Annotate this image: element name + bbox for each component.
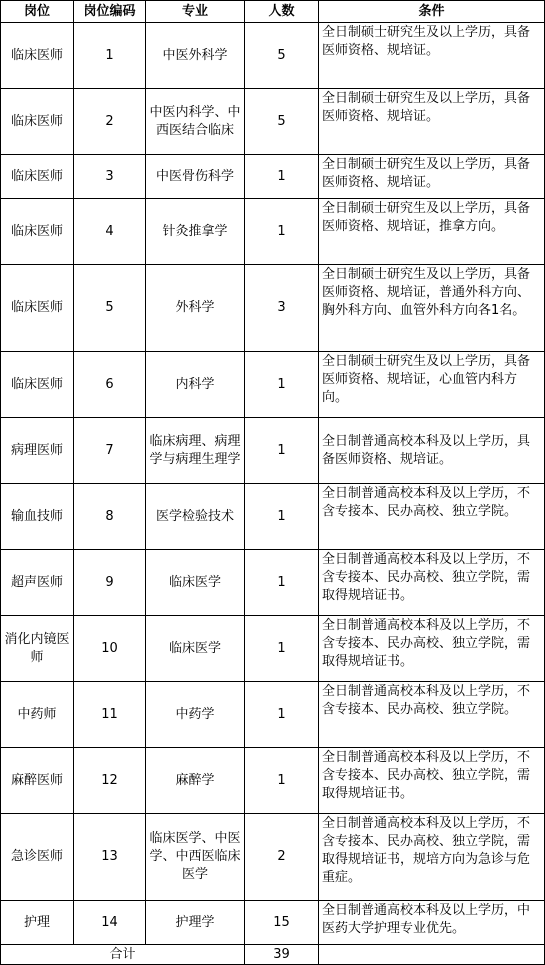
conditions-cell: 全日制硕士研究生及以上学历，具备医师资格、规培证，推拿方向。 <box>319 199 545 265</box>
major-cell: 临床医学 <box>146 550 245 616</box>
table-row <box>1 616 545 682</box>
code-cell: 4 <box>74 199 146 265</box>
position-cell: 中药师 <box>1 682 74 748</box>
count-cell: 5 <box>245 23 319 89</box>
table-row <box>1 814 545 901</box>
total-conditions-empty <box>319 945 545 965</box>
major-cell: 外科学 <box>146 265 245 352</box>
conditions-cell: 全日制普通高校本科及以上学历，不含专接本、民办高校、独立学院。 <box>319 682 545 748</box>
major-cell: 中医外科学 <box>146 23 245 89</box>
position-cell: 病理医师 <box>1 418 74 484</box>
code-cell: 10 <box>74 616 146 682</box>
table-row <box>1 748 545 814</box>
position-cell: 麻醉医师 <box>1 748 74 814</box>
code-cell: 1 <box>74 23 146 89</box>
total-label: 合计 <box>1 945 245 965</box>
total-count: 39 <box>245 945 319 965</box>
code-cell: 12 <box>74 748 146 814</box>
code-cell: 7 <box>74 418 146 484</box>
count-cell: 1 <box>245 199 319 265</box>
code-cell: 14 <box>74 901 146 945</box>
position-cell: 消化内镜医师 <box>1 616 74 682</box>
table-row <box>1 682 545 748</box>
conditions-cell: 全日制硕士研究生及以上学历，具备医师资格、规培证。 <box>319 155 545 199</box>
major-cell: 临床医学、中医学、中西医临床医学 <box>146 814 245 901</box>
count-cell: 5 <box>245 89 319 155</box>
table-row <box>1 484 545 550</box>
position-cell: 护理 <box>1 901 74 945</box>
conditions-cell: 全日制硕士研究生及以上学历，具备医师资格、规培证，心血管内科方向。 <box>319 352 545 418</box>
table-row <box>1 23 545 89</box>
count-cell: 1 <box>245 748 319 814</box>
count-cell: 1 <box>245 352 319 418</box>
conditions-cell: 全日制硕士研究生及以上学历，具备医师资格、规培证，普通外科方向、胸外科方向、血管外科方向各1名。 <box>319 265 545 352</box>
table-row <box>1 418 545 484</box>
header-row <box>1 1 545 23</box>
position-cell: 临床医师 <box>1 352 74 418</box>
major-cell: 针灸推拿学 <box>146 199 245 265</box>
count-cell: 1 <box>245 616 319 682</box>
count-cell: 1 <box>245 155 319 199</box>
code-cell: 3 <box>74 155 146 199</box>
conditions-cell: 全日制普通高校本科及以上学历，不含专接本、民办高校、独立学院。 <box>319 484 545 550</box>
table-row <box>1 265 545 352</box>
header-conditions: 条件 <box>319 1 545 23</box>
major-cell: 内科学 <box>146 352 245 418</box>
count-cell: 15 <box>245 901 319 945</box>
table-row <box>1 155 545 199</box>
code-cell: 11 <box>74 682 146 748</box>
header-position: 岗位 <box>1 1 74 23</box>
table-row <box>1 199 545 265</box>
major-cell: 护理学 <box>146 901 245 945</box>
position-cell: 临床医师 <box>1 199 74 265</box>
conditions-cell: 全日制普通高校本科及以上学历，不含专接本、民办高校、独立学院，需取得规培证书。 <box>319 550 545 616</box>
count-cell: 1 <box>245 550 319 616</box>
total-row <box>1 945 545 965</box>
position-cell: 临床医师 <box>1 23 74 89</box>
major-cell: 临床医学 <box>146 616 245 682</box>
count-cell: 2 <box>245 814 319 901</box>
position-cell: 急诊医师 <box>1 814 74 901</box>
position-cell: 临床医师 <box>1 155 74 199</box>
header-count: 人数 <box>245 1 319 23</box>
position-cell: 临床医师 <box>1 265 74 352</box>
major-cell: 中医骨伤科学 <box>146 155 245 199</box>
conditions-cell: 全日制普通高校本科及以上学历，不含专接本、民办高校、独立学院，需取得规培证书，规培方向为急诊与危重症。 <box>319 814 545 901</box>
count-cell: 1 <box>245 418 319 484</box>
position-cell: 输血技师 <box>1 484 74 550</box>
conditions-cell: 全日制普通高校本科及以上学历，不含专接本、民办高校、独立学院，需取得规培证书。 <box>319 616 545 682</box>
conditions-cell: 全日制硕士研究生及以上学历，具备医师资格、规培证。 <box>319 23 545 89</box>
code-cell: 9 <box>74 550 146 616</box>
code-cell: 6 <box>74 352 146 418</box>
code-cell: 2 <box>74 89 146 155</box>
major-cell: 临床病理、病理学与病理生理学 <box>146 418 245 484</box>
count-cell: 1 <box>245 484 319 550</box>
count-cell: 3 <box>245 265 319 352</box>
table-row <box>1 352 545 418</box>
table-row <box>1 89 545 155</box>
table-row <box>1 550 545 616</box>
conditions-cell: 全日制普通高校本科及以上学历，不含专接本、民办高校、独立学院，需取得规培证书。 <box>319 748 545 814</box>
conditions-cell: 全日制普通高校本科及以上学历，具备医师资格、规培证。 <box>319 418 545 484</box>
position-cell: 超声医师 <box>1 550 74 616</box>
header-major: 专业 <box>146 1 245 23</box>
code-cell: 8 <box>74 484 146 550</box>
code-cell: 5 <box>74 265 146 352</box>
count-cell: 1 <box>245 682 319 748</box>
major-cell: 医学检验技术 <box>146 484 245 550</box>
major-cell: 中医内科学、中西医结合临床 <box>146 89 245 155</box>
conditions-cell: 全日制硕士研究生及以上学历，具备医师资格、规培证。 <box>319 89 545 155</box>
major-cell: 麻醉学 <box>146 748 245 814</box>
major-cell: 中药学 <box>146 682 245 748</box>
position-cell: 临床医师 <box>1 89 74 155</box>
header-code: 岗位编码 <box>74 1 146 23</box>
conditions-cell: 全日制普通高校本科及以上学历，中医药大学护理专业优先。 <box>319 901 545 945</box>
table-row <box>1 901 545 945</box>
code-cell: 13 <box>74 814 146 901</box>
